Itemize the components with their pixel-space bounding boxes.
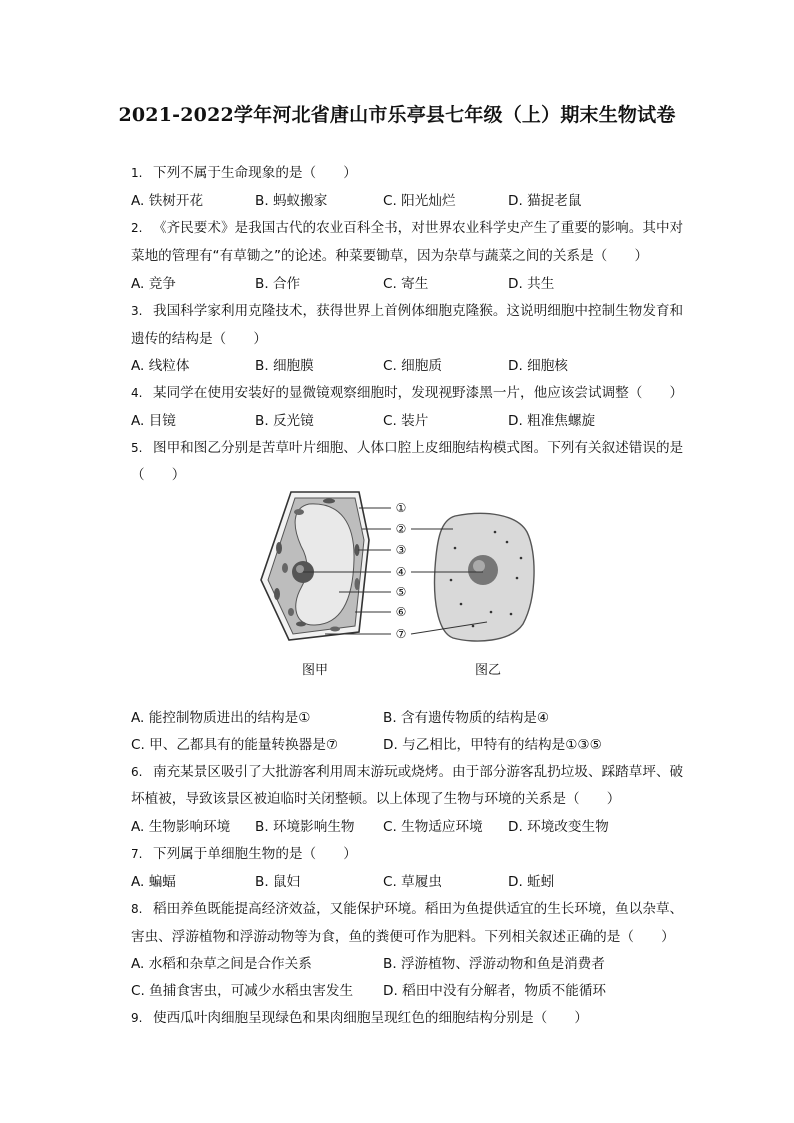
q4-option-a: A. 目镜 xyxy=(131,413,176,429)
question-3-stem: 我国科学家利用克隆技术，获得世界上首例体细胞克隆猴。这说明细胞中控制生物发育和 xyxy=(153,303,684,319)
q5-option-a: A. 能控制物质进出的结构是① xyxy=(131,710,311,726)
cell-diagram xyxy=(255,488,545,688)
q2-option-d: D. 共生 xyxy=(508,276,555,292)
q4-option-c: C. 装片 xyxy=(383,413,429,429)
cell-structure-figure xyxy=(255,488,545,688)
question-9-stem: 使西瓜叶肉细胞呈现绿色和果肉细胞呈现红色的细胞结构分别是（ ） xyxy=(153,1010,588,1026)
q8-option-a: A. 水稻和杂草之间是合作关系 xyxy=(131,956,312,972)
question-9: 9. 使西瓜叶肉细胞呈现绿色和果肉细胞呈现红色的细胞结构分别是（ ） xyxy=(131,1010,588,1026)
q3-option-c: C. 细胞质 xyxy=(383,358,442,374)
label-7: ⑦ xyxy=(395,627,407,641)
q3-option-d: D. 细胞核 xyxy=(508,358,568,374)
q2-option-c: C. 寄生 xyxy=(383,276,429,292)
question-5-stem: 图甲和图乙分别是苦草叶片细胞、人体口腔上皮细胞结构模式图。下列有关叙述错误的是 xyxy=(153,440,684,456)
q8-option-b: B. 浮游植物、浮游动物和鱼是消费者 xyxy=(383,956,605,972)
question-5-stem-continued: （ ） xyxy=(131,467,186,483)
question-1: 1. 下列不属于生命现象的是（ ） xyxy=(131,165,357,181)
q1-option-b: B. 蚂蚁搬家 xyxy=(255,193,328,209)
q7-option-c: C. 草履虫 xyxy=(383,874,442,890)
q4-option-b: B. 反光镜 xyxy=(255,413,314,429)
animal-cell xyxy=(435,513,535,641)
label-6: ⑥ xyxy=(395,605,407,619)
q1-option-c: C. 阳光灿烂 xyxy=(383,193,456,209)
q8-option-d: D. 稻田中没有分解者，物质不能循环 xyxy=(383,983,607,999)
caption-figure-a: 图甲 xyxy=(301,663,329,678)
caption-figure-b: 图乙 xyxy=(474,663,502,678)
q5-option-c: C. 甲、乙都具有的能量转换器是⑦ xyxy=(131,737,339,753)
question-8: 8. 稻田养鱼既能提高经济效益，又能保护环境。稻田为鱼提供适宜的生长环境，鱼以杂草、 xyxy=(131,901,684,917)
question-7-stem: 下列属于单细胞生物的是（ ） xyxy=(153,846,357,862)
q6-option-a: A. 生物影响环境 xyxy=(131,819,231,835)
q6-option-c: C. 生物适应环境 xyxy=(383,819,483,835)
q6-option-b: B. 环境影响生物 xyxy=(255,819,355,835)
question-6-stem-continued: 坏植被，导致该景区被迫临时关闭整顿。以上体现了生物与环境的关系是（ ） xyxy=(131,791,621,807)
q2-option-b: B. 合作 xyxy=(255,276,301,292)
q7-option-b: B. 鼠妇 xyxy=(255,874,301,890)
question-3: 3. 我国科学家利用克隆技术，获得世界上首例体细胞克隆猴。这说明细胞中控制生物发育和 xyxy=(131,303,684,319)
page-title: 2021-2022学年河北省唐山市乐亭县七年级（上）期末生物试卷 xyxy=(118,104,676,126)
question-6: 6. 南充某景区吸引了大批游客利用周末游玩或烧烤。由于部分游客乱扔垃圾、踩踏草坪、破 xyxy=(131,764,684,780)
q7-option-d: D. 蚯蚓 xyxy=(508,874,555,890)
q8-option-c: C. 鱼捕食害虫，可减少水稻虫害发生 xyxy=(131,983,354,999)
question-7: 7. 下列属于单细胞生物的是（ ） xyxy=(131,846,357,862)
question-5: 5. 图甲和图乙分别是苦草叶片细胞、人体口腔上皮细胞结构模式图。下列有关叙述错误的是 xyxy=(131,440,684,456)
label-4: ④ xyxy=(395,565,407,579)
question-4-stem: 某同学在使用安装好的显微镜观察细胞时，发现视野漆黑一片，他应该尝试调整（ ） xyxy=(153,385,684,401)
q1-option-a: A. 铁树开花 xyxy=(131,193,204,209)
label-2: ② xyxy=(395,522,407,536)
question-6-stem: 南充某景区吸引了大批游客利用周末游玩或烧烤。由于部分游客乱扔垃圾、踩踏草坪、破 xyxy=(153,764,684,780)
question-3-stem-continued: 遗传的结构是（ ） xyxy=(131,331,267,347)
question-2-stem-continued: 菜地的管理有“有草锄之”的论述。种菜要锄草，因为杂草与蔬菜之间的关系是（ ） xyxy=(131,248,649,264)
label-3: ③ xyxy=(395,543,407,557)
label-5: ⑤ xyxy=(395,585,407,599)
q2-option-a: A. 竞争 xyxy=(131,276,176,292)
q1-option-d: D. 猫捉老鼠 xyxy=(508,193,582,209)
question-2-stem: 《齐民要术》是我国古代的农业百科全书，对世界农业科学史产生了重要的影响。其中对 xyxy=(153,220,684,236)
q5-option-b: B. 含有遗传物质的结构是④ xyxy=(383,710,550,726)
question-1-stem: 下列不属于生命现象的是（ ） xyxy=(153,165,357,181)
q6-option-d: D. 环境改变生物 xyxy=(508,819,609,835)
question-4: 4. 某同学在使用安装好的显微镜观察细胞时，发现视野漆黑一片，他应该尝试调整（ ） xyxy=(131,385,684,401)
plant-cell xyxy=(261,492,369,640)
question-2: 2. 《齐民要术》是我国古代的农业百科全书，对世界农业科学史产生了重要的影响。其中对 xyxy=(131,220,684,236)
question-8-stem: 稻田养鱼既能提高经济效益，又能保护环境。稻田为鱼提供适宜的生长环境，鱼以杂草、 xyxy=(153,901,684,917)
label-1: ① xyxy=(395,501,407,515)
q3-option-b: B. 细胞膜 xyxy=(255,358,314,374)
question-8-stem-continued: 害虫、浮游植物和浮游动物等为食，鱼的粪便可作为肥料。下列相关叙述正确的是（ ） xyxy=(131,929,675,945)
q3-option-a: A. 线粒体 xyxy=(131,358,190,374)
q5-option-d: D. 与乙相比，甲特有的结构是①③⑤ xyxy=(383,737,602,753)
q7-option-a: A. 蝙蝠 xyxy=(131,874,176,890)
q4-option-d: D. 粗准焦螺旋 xyxy=(508,413,596,429)
